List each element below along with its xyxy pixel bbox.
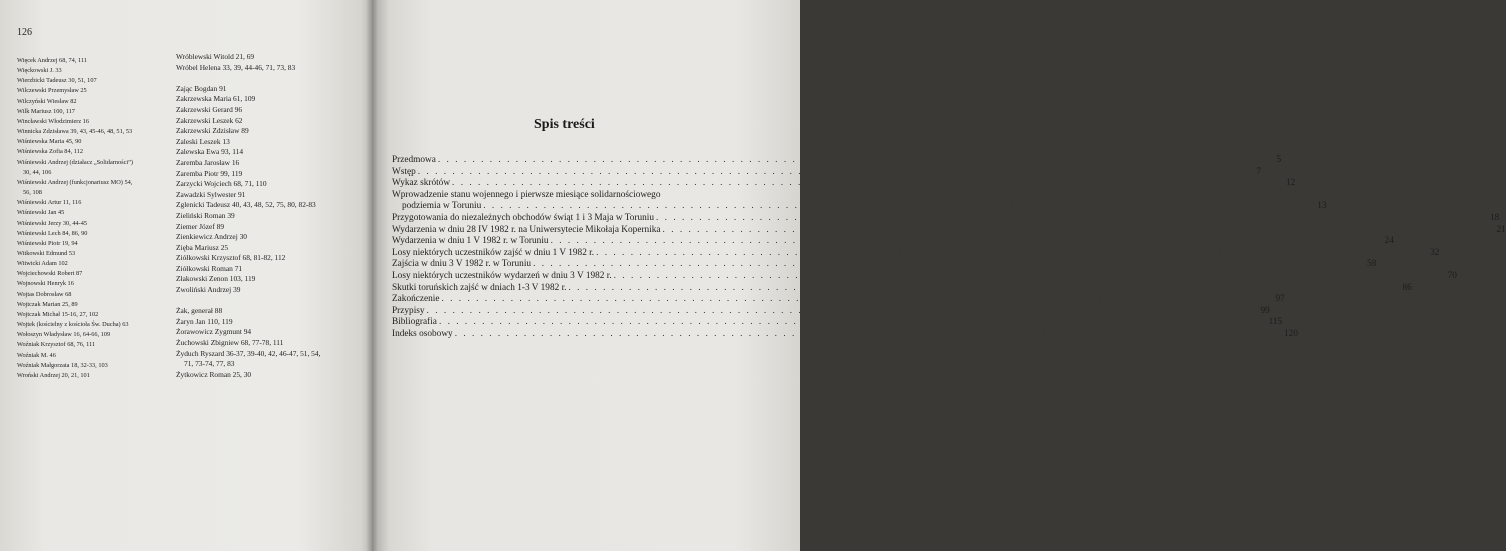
index-entry: Zaremba Piotr 99, 119 (176, 168, 243, 178)
index-entry: Wilk Mariusz 100, 117 (17, 107, 75, 115)
toc-entry-page: 21 (1496, 224, 1506, 235)
toc-entry (392, 155, 1282, 167)
toc-leader-dots (438, 155, 1255, 167)
toc-entry-title: Wydarzenia w dniu 28 IV 1982 r. na Uniwersytecie Mikołaja Kopernika (392, 224, 661, 235)
left-page (0, 0, 372, 551)
page-number: 126 (17, 27, 32, 38)
index-entry: Wiśniewski Artur 11, 116 (17, 199, 82, 207)
toc-entry-title: Przypisy (392, 305, 425, 316)
index-entry: Zaleski Leszek 13 (176, 136, 230, 146)
toc-entry (392, 294, 1285, 306)
index-entry: Żyduch Ryszard 36-37, 39-40, 42, 46-47, 51, 54, (176, 348, 321, 358)
toc-leader-dots (663, 225, 1480, 237)
toc-entry (392, 259, 1377, 271)
toc-entry-page: 18 (1490, 212, 1500, 223)
index-entry: Zakrzewski Zdzisław 89 (176, 126, 249, 136)
index-entry: Wiśniewski Jerzy 30, 44-45 (17, 219, 88, 227)
index-entry: Wojtek (kościelny z kościoła Św. Ducha) 63 (17, 321, 129, 329)
toc-leader-dots (483, 201, 1300, 213)
index-entry: Żytkowicz Roman 25, 30 (176, 369, 252, 379)
index-entry: Zaremba Jarosław 16 (176, 157, 240, 167)
toc-leader-dots (614, 271, 1431, 283)
toc-entry (392, 317, 1283, 329)
index-entry: Zając Bogdan 91 (176, 83, 227, 93)
index-column-1 (17, 56, 169, 381)
toc-entry-page: 86 (1402, 282, 1412, 293)
toc-entry-page: 99 (1260, 305, 1270, 316)
index-entry: Wierzbicki Tadeusz 30, 51, 107 (17, 77, 97, 85)
index-entry: Zakrzewski Leszek 62 (176, 115, 243, 125)
index-entry: Ziemer Józef 89 (176, 221, 225, 231)
toc-entry-title: Skutki toruńskich zajść w dniach 1-3 V 1982 r. (392, 282, 567, 293)
toc-entry (392, 328, 1298, 341)
toc-entry-title: Bibliografia (392, 317, 437, 328)
toc-entry-title: Przedmowa (392, 155, 436, 165)
toc-entry-page: 32 (1430, 247, 1440, 258)
index-entry: Ziółkowski Roman 71 (176, 263, 243, 273)
index-entry: Zalewska Ewa 93, 114 (176, 147, 244, 157)
index-entry: Zienkiewicz Andrzej 30 (176, 232, 248, 242)
index-entry: Wiśniewski Piotr 19, 94 (17, 239, 78, 247)
index-entry: Witkowski Edmund 53 (17, 249, 76, 257)
index-entry: Wilczewski Przemysław 25 (17, 87, 87, 95)
index-entry: Żaryn Jan 110, 119 (176, 316, 233, 326)
toc-leader-dots (533, 259, 1350, 271)
toc-leader-dots (455, 329, 1272, 341)
toc-leader-dots (442, 294, 1259, 306)
index-entry: Zglenicki Tadeusz 40, 43, 48, 52, 75, 80, 82-83 (176, 200, 316, 210)
toc-entry-second-line (392, 201, 1327, 213)
toc-entry-page: 58 (1367, 259, 1377, 270)
index-entry-continuation: 56, 108 (23, 189, 42, 197)
index-entry: Witwicki Adam 102 (17, 260, 68, 268)
index-entry: Wojnowski Henryk 16 (17, 280, 74, 288)
toc-entry-title: Indeks osobowy (392, 328, 453, 339)
index-entry: Wojciechowski Robert 87 (17, 270, 83, 278)
index-entry: Zarzycki Wojciech 68, 71, 110 (176, 179, 267, 189)
toc-leader-dots (568, 283, 1385, 295)
toc-entry-title: Zajścia w dniu 3 V 1982 r. w Toruniu (392, 259, 532, 270)
toc-entry-title: Przygotowania do niezależnych obchodów świąt 1 i 3 Maja w Toruniu (392, 212, 655, 223)
index-entry: Wróblewski Witold 21, 69 (176, 52, 255, 61)
toc-entry (392, 270, 1457, 283)
toc-entry-title: Losy niektórych uczestników zajść w dniu 1 V 1982 r. (392, 247, 595, 258)
toc-entry-page: 13 (1317, 201, 1327, 212)
toc-entry-page: 7 (1256, 166, 1262, 177)
toc-entry-page: 97 (1275, 294, 1285, 305)
index-entry: Woźniak Krzysztof 68, 76, 111 (17, 341, 96, 349)
index-entry: Zawadzki Sylwester 91 (176, 189, 246, 199)
toc-entry-page: 115 (1268, 317, 1283, 328)
index-entry: Żak, generał 88 (176, 306, 223, 316)
index-entry: Wiśniewski Jan 45 (17, 209, 65, 217)
index-entry-continuation: 30, 44, 106 (23, 168, 52, 176)
toc-entry (392, 212, 1500, 225)
toc-leader-dots (596, 248, 1413, 260)
toc-entry (392, 178, 1296, 190)
index-entry-continuation: 71, 73-74, 77, 83 (184, 359, 235, 369)
toc-entry-title: Wydarzenia w dniu 1 V 1982 r. w Toruniu (392, 236, 549, 247)
toc-entry (392, 224, 1506, 237)
toc-entry-page: 5 (1276, 155, 1282, 165)
toc-entry (392, 166, 1262, 179)
toc-entry (392, 247, 1440, 260)
toc-entry-title: Wprowadzenie stanu wojennego i pierwsze miesiące solidarnościowego (392, 189, 661, 200)
toc-entry-page: 12 (1286, 178, 1296, 189)
toc-entry (392, 189, 1327, 213)
book-gutter (366, 0, 378, 551)
index-entry: Żuchowski Zbigniew 68, 77-78, 111 (176, 338, 284, 348)
index-entry: Wołoszyn Władysław 16, 64-66, 109 (17, 331, 111, 339)
index-entry: Żorawowicz Zygmunt 94 (176, 327, 252, 337)
index-entry: Woźniak Małgorzata 18, 32-33, 103 (17, 361, 108, 369)
index-entry: Więckowski J. 33 (17, 67, 62, 75)
index-entry: Wojtczak Marian 25, 89 (17, 300, 78, 308)
index-entry: Zakrzewska Maria 61, 109 (176, 94, 256, 104)
toc-entry-title: Wykaz skrótów (392, 178, 451, 189)
toc-leader-dots (439, 317, 1256, 329)
toc-entry-title: Zakończenie (392, 294, 440, 305)
index-entry: Wiśniewski Andrzej (działacz „Solidarności”) (17, 158, 134, 166)
toc-entry-title-continuation: podziemia w Toruniu (402, 201, 482, 212)
toc-entry-title: Losy niektórych uczestników wydarzeń w dniu 3 V 1982 r. (392, 270, 612, 281)
index-entry: Więcek Andrzej 68, 74, 111 (17, 57, 87, 64)
index-gap (176, 73, 366, 84)
toc-entry-page: 70 (1447, 270, 1457, 281)
index-entry: Wróbel Helena 33, 39, 44-46, 71, 73, 83 (176, 62, 296, 72)
toc-leader-dots (427, 306, 1244, 318)
index-entry: Woźniak M. 46 (17, 351, 56, 359)
index-column-2 (176, 52, 366, 380)
index-entry: Wojtas Dobrosław 68 (17, 290, 72, 298)
index-entry: Zieliński Roman 39 (176, 210, 235, 220)
index-entry: Wiśniewski Andrzej (funkcjonariusz MO) 54, (17, 178, 133, 186)
toc-entry-page: 120 (1284, 328, 1298, 339)
toc-leader-dots (551, 236, 1368, 248)
toc-leader-dots (656, 213, 1473, 225)
index-entry: Wincławski Włodzimierz 16 (17, 117, 90, 125)
toc-entry (392, 236, 1394, 248)
index-entry: Zakrzewski Gerard 96 (176, 104, 243, 114)
index-entry: Wiśniewski Lech 84, 86, 90 (17, 229, 88, 237)
index-entry: Wilczyński Wiesław 82 (17, 97, 77, 105)
index-entry: Wiśniewska Zofia 84, 112 (17, 148, 83, 156)
toc-entry (392, 282, 1412, 295)
toc-entry-page: 24 (1384, 236, 1394, 247)
index-entry: Wojtczak Michał 15-16, 27, 102 (17, 310, 99, 318)
index-entry: Winnicka Zdzisława 39, 43, 45-46, 48, 51, 53 (17, 128, 133, 136)
index-entry: Zięba Mariusz 25 (176, 242, 229, 252)
index-entry: Wiśniewska Maria 45, 90 (17, 138, 82, 146)
toc-leader-dots (452, 178, 1269, 190)
table-of-contents (392, 155, 1506, 341)
index-entry: Wroński Andrzej 20, 21, 101 (17, 371, 90, 379)
toc-title: Spis treści (534, 117, 595, 132)
index-entry: Zwoliński Andrzej 39 (176, 285, 241, 295)
toc-entry-title: Wstęp (392, 166, 416, 177)
toc-leader-dots (418, 167, 1235, 179)
index-entry: Złakowski Zenon 103, 119 (176, 274, 256, 284)
toc-entry (392, 305, 1270, 318)
index-entry: Ziółkowski Krzysztof 68, 81-82, 112 (176, 253, 286, 263)
index-gap (176, 296, 366, 307)
